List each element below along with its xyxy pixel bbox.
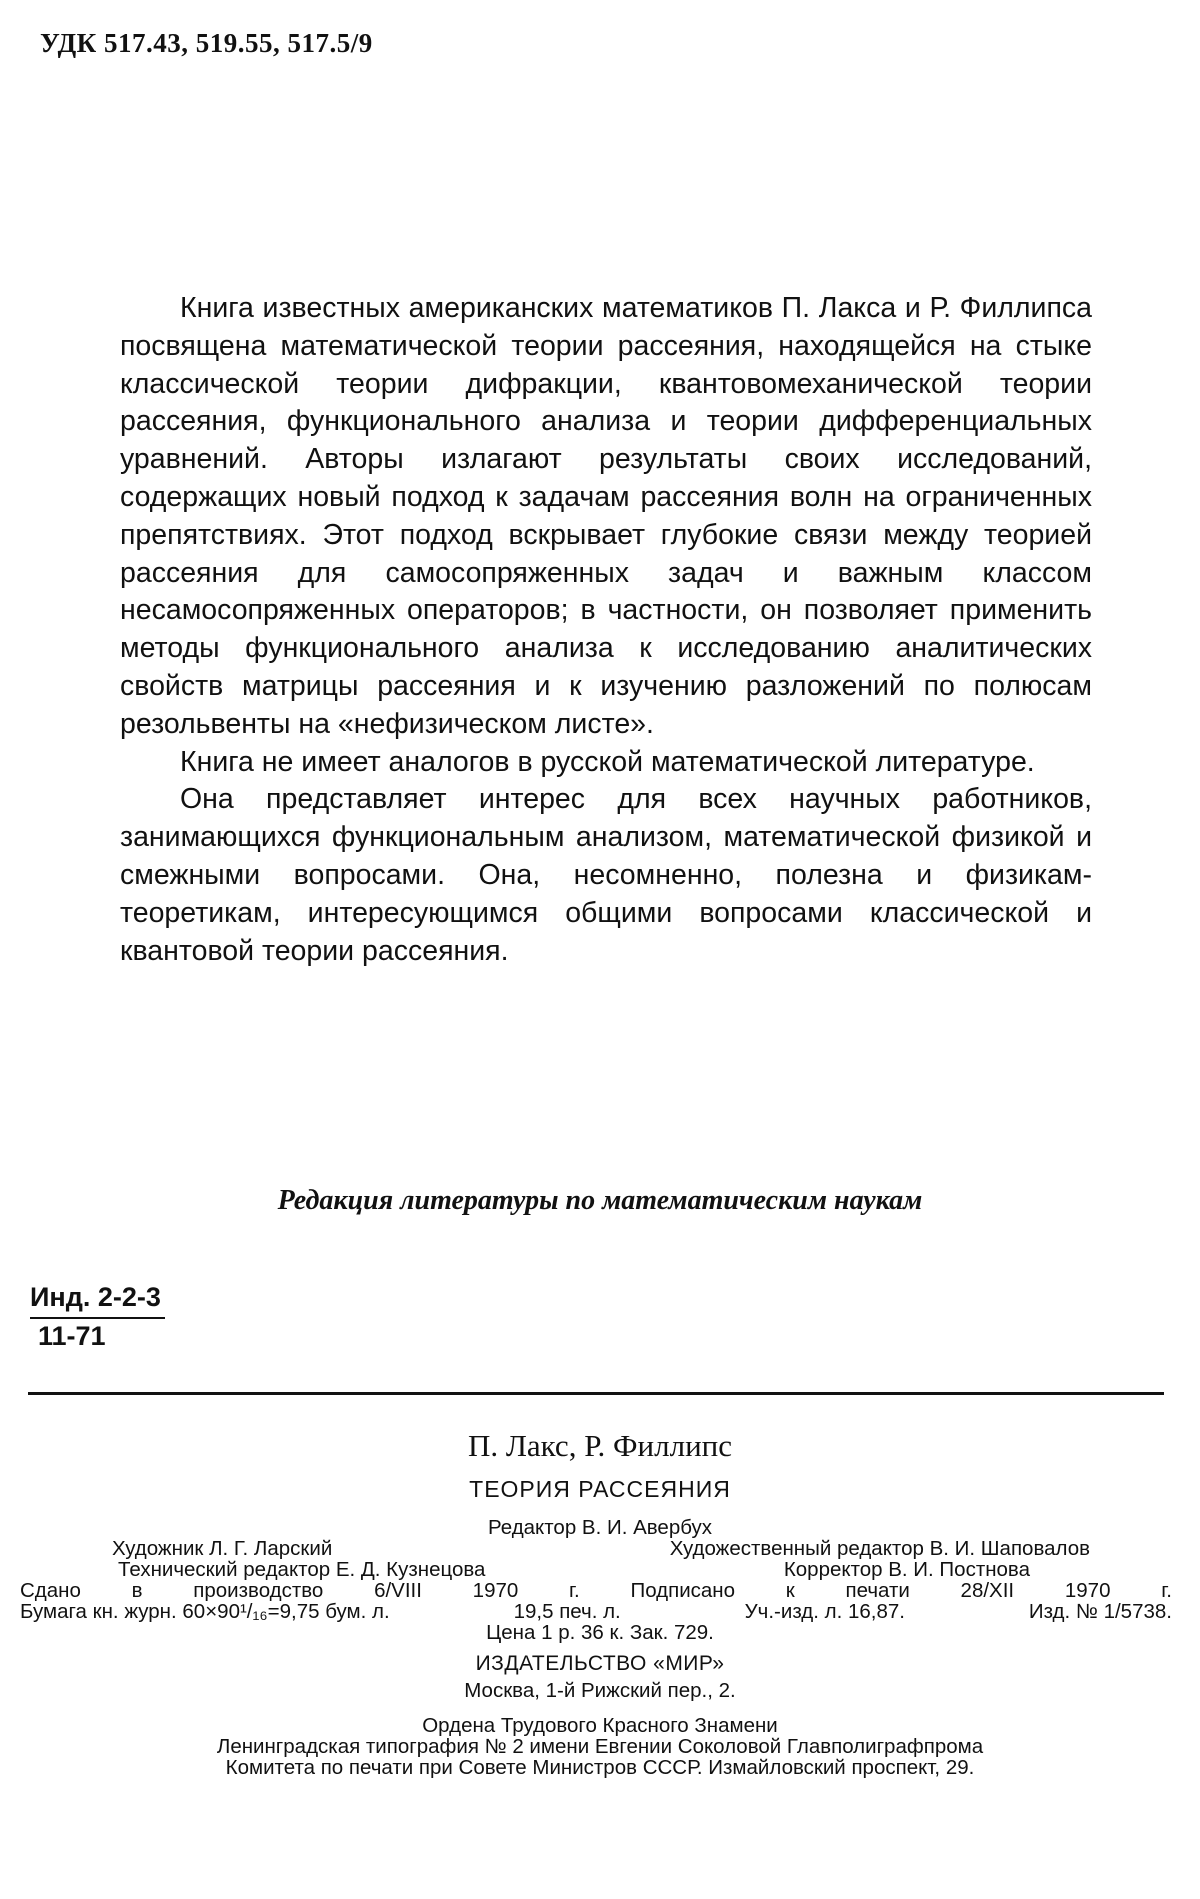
colophon-print-sheets: 19,5 печ. л. <box>513 1600 621 1623</box>
colophon-production-word: 6/VIII <box>374 1579 422 1602</box>
colophon-production-word: Подписано <box>630 1579 736 1602</box>
index-code-bottom: 11-71 <box>38 1321 106 1351</box>
colophon-price: Цена 1 р. 36 к. Зак. 729. <box>486 1621 714 1644</box>
book-abstract <box>120 290 1092 970</box>
colophon-production-word: печати <box>845 1579 910 1602</box>
colophon-art-editor: Художественный редактор В. И. Шаповалов <box>669 1537 1090 1560</box>
colophon-address: Москва, 1-й Рижский пер., 2. <box>464 1679 736 1702</box>
colophon-production-word: производство <box>193 1579 324 1602</box>
divider-rule <box>28 1392 1164 1395</box>
colophon-authors: П. Лакс, Р. Филлипс <box>467 1428 733 1463</box>
colophon-paper-format: Бумага кн. журн. 60×90¹/₁₆=9,75 бум. л. <box>20 1600 390 1623</box>
colophon-printer-line-2: Комитета по печати при Совете Министров СССР. Измайловский проспект, 29. <box>225 1756 975 1779</box>
colophon-pub-number: Изд. № 1/5738. <box>1028 1600 1172 1623</box>
colophon-artists-row <box>20 1538 1180 1559</box>
colophon-production-word: к <box>785 1579 795 1602</box>
colophon-production-word: 1970 <box>1064 1579 1111 1602</box>
colophon-proofreader: Корректор В. И. Постнова <box>783 1558 1030 1581</box>
colophon-artist: Художник Л. Г. Ларский <box>112 1537 333 1560</box>
colophon-publisher: ИЗДАТЕЛЬСТВО «МИР» <box>475 1652 725 1675</box>
colophon-production-word: 28/XII <box>960 1579 1015 1602</box>
colophon-production-row <box>20 1580 1180 1601</box>
colophon-production-word: 1970 <box>472 1579 519 1602</box>
udk-code: УДК 517.43, 519.55, 517.5/9 <box>40 28 373 58</box>
edition-line: Редакция литературы по математическим наукам <box>277 1185 923 1216</box>
colophon-printer-line-1: Ленинградская типография № 2 имени Евгении Соколовой Главполиграфпрома <box>216 1735 984 1758</box>
colophon-title: ТЕОРИЯ РАССЕЯНИЯ <box>469 1476 731 1502</box>
abstract-paragraph: Книга не имеет аналогов в русской математической литературе. <box>180 745 1035 778</box>
colophon-editor: Редактор В. И. Авербух <box>487 1516 713 1539</box>
index-code <box>30 1282 165 1352</box>
colophon-order: Ордена Трудового Красного Знамени <box>422 1714 778 1737</box>
colophon-production-word: Сдано <box>20 1579 81 1602</box>
colophon <box>20 1420 1180 1778</box>
colophon-paper-row <box>20 1601 1180 1622</box>
colophon-pub-sheets: Уч.-изд. л. 16,87. <box>744 1600 905 1623</box>
abstract-paragraph: Она представляет интерес для всех научных работников, занимающихся функциональным анализом, математической физикой и смежными вопросами. Она, несомненно, полезна и физикам-теоретикам, интересующимся общими вопросами классической и квантовой теории рассеяния. <box>120 783 1092 967</box>
colophon-production-word: в <box>131 1579 143 1602</box>
colophon-production-word: г. <box>1161 1579 1172 1602</box>
abstract-paragraph: Книга известных американских математиков П. Лакса и Р. Филлипса посвящена математической теории рассеяния, находящейся на стыке классической теории дифракции, квантовомеханической теории рассеяния, функционального анализа и теории дифференциальных уравнений. Авторы излагают результаты своих исследований, содержащих новый подход к задачам рассеяния волн на ограниченных препятствиях. Этот подход вскрывает глубокие связи между теорией рассеяния для самосопряженных задач и важным классом несамосопряженных операторов; в частности, он позволяет применить методы функционального анализа к исследованию аналитических свойств матрицы рассеяния и к изучению разложений по полюсам резольвенты на «нефизическом листе». <box>120 292 1092 740</box>
colophon-editors-row <box>20 1559 1180 1580</box>
colophon-production-word: г. <box>569 1579 580 1602</box>
index-code-top: Инд. 2-2-3 <box>30 1282 165 1319</box>
colophon-tech-editor: Технический редактор Е. Д. Кузнецова <box>118 1558 486 1581</box>
